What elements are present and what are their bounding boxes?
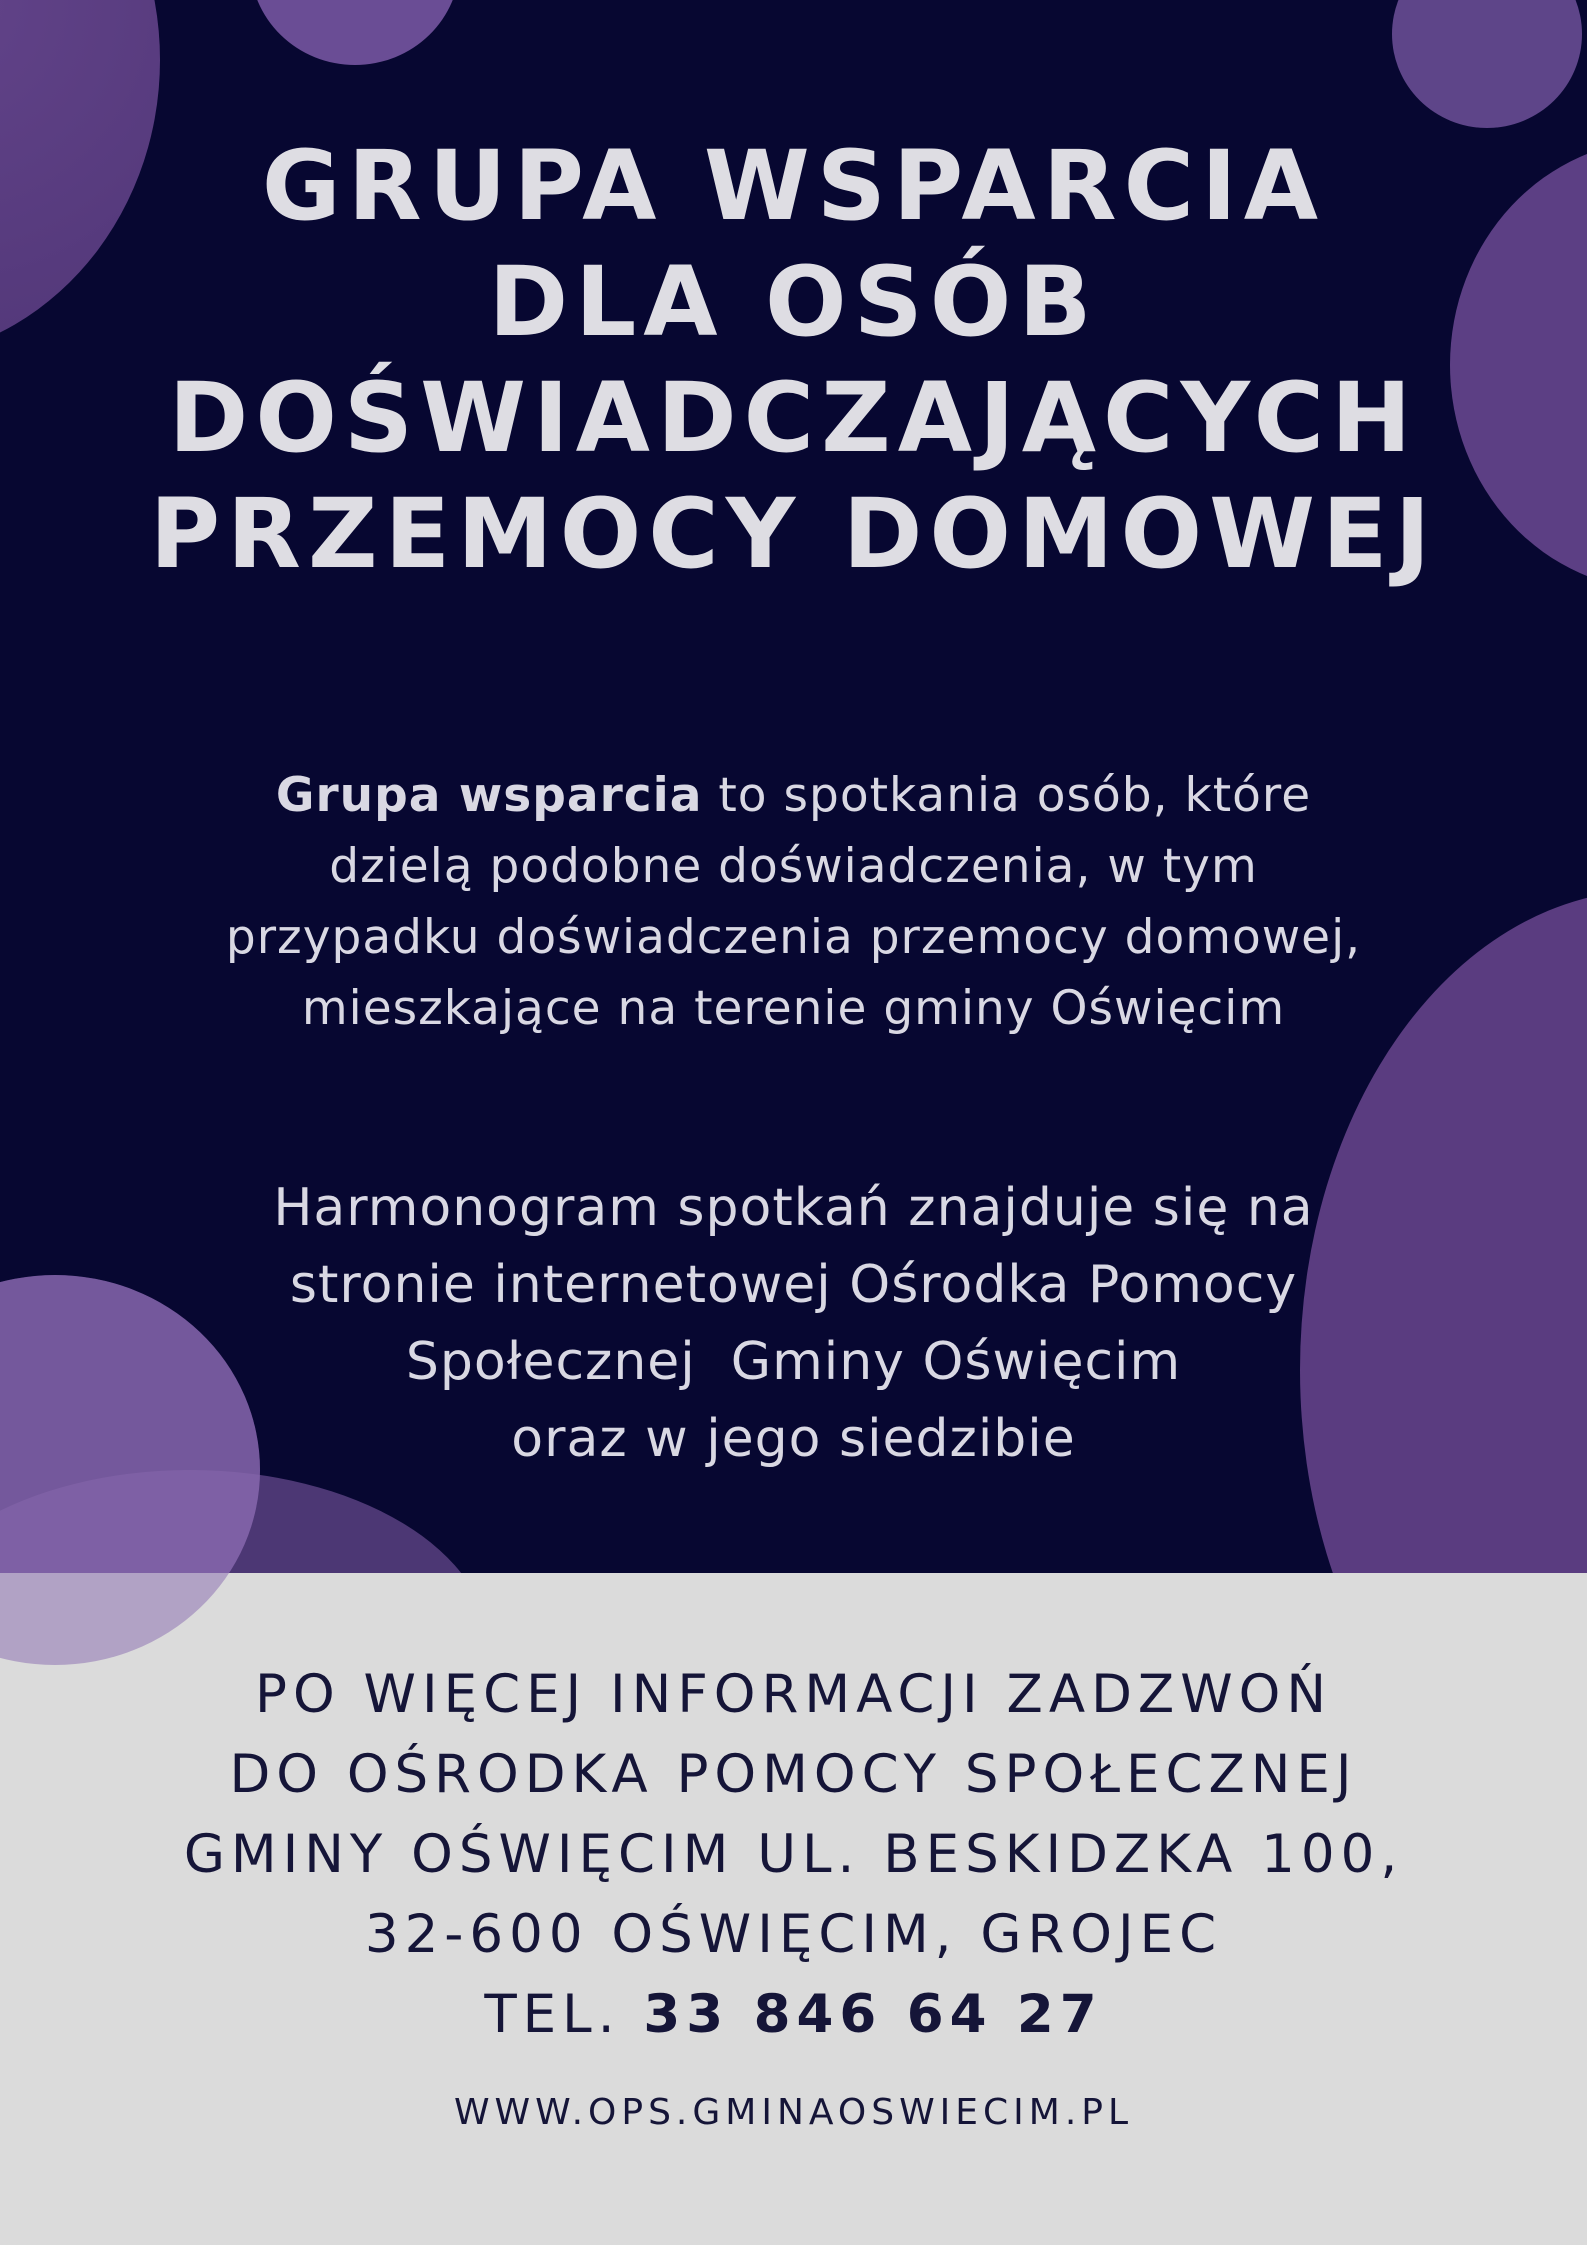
intro-line-1-rest: to spotkania osób, które [702,768,1312,823]
contact-info [0,1655,1587,2055]
contact-phone-line [0,1975,1587,2055]
intro-paragraph [0,760,1587,1044]
decorative-circle-top-center [250,0,460,65]
schedule-line-4: oraz w jego siedzibie [511,1409,1076,1469]
phone-number[interactable]: 33 846 64 27 [643,1984,1103,2045]
title-line-3: DOŚWIADCZAJĄCYCH [168,362,1419,474]
contact-line-1: PO WIĘCEJ INFORMACJI ZADZWOŃ [255,1664,1332,1725]
intro-line-4: mieszkające na terenie gminy Oświęcim [301,981,1286,1036]
title-line-4: PRZEMOCY DOMOWEJ [149,478,1438,590]
schedule-line-3: Społecznej Gminy Oświęcim [405,1332,1182,1392]
intro-bold-lead: Grupa wsparcia [275,768,703,823]
title-line-2: DLA OSÓB [488,246,1099,358]
intro-line-2: dzielą podobne doświadczenia, w tym [329,839,1258,894]
decorative-circle-top-right [1392,0,1582,128]
poster-title [0,128,1587,592]
intro-line-3: przypadku doświadczenia przemocy domowej, [225,910,1362,965]
website-link[interactable]: WWW.OPS.GMINAOSWIECIM.PL [453,2092,1134,2133]
schedule-line-1: Harmonogram spotkań znajduje się na [273,1178,1314,1238]
title-line-1: GRUPA WSPARCIA [261,130,1326,242]
contact-line-2: DO OŚRODKA POMOCY SPOŁECZNEJ [229,1744,1358,1805]
intro-line-1 [0,760,1587,831]
contact-line-4: 32-600 OŚWIĘCIM, GROJEC [364,1904,1223,1965]
schedule-line-2: stronie internetowej Ośrodka Pomocy [289,1255,1298,1315]
tel-label: TEL. [484,1984,644,2045]
contact-line-3: GMINY OŚWIĘCIM UL. BESKIDZKA 100, [183,1824,1404,1885]
